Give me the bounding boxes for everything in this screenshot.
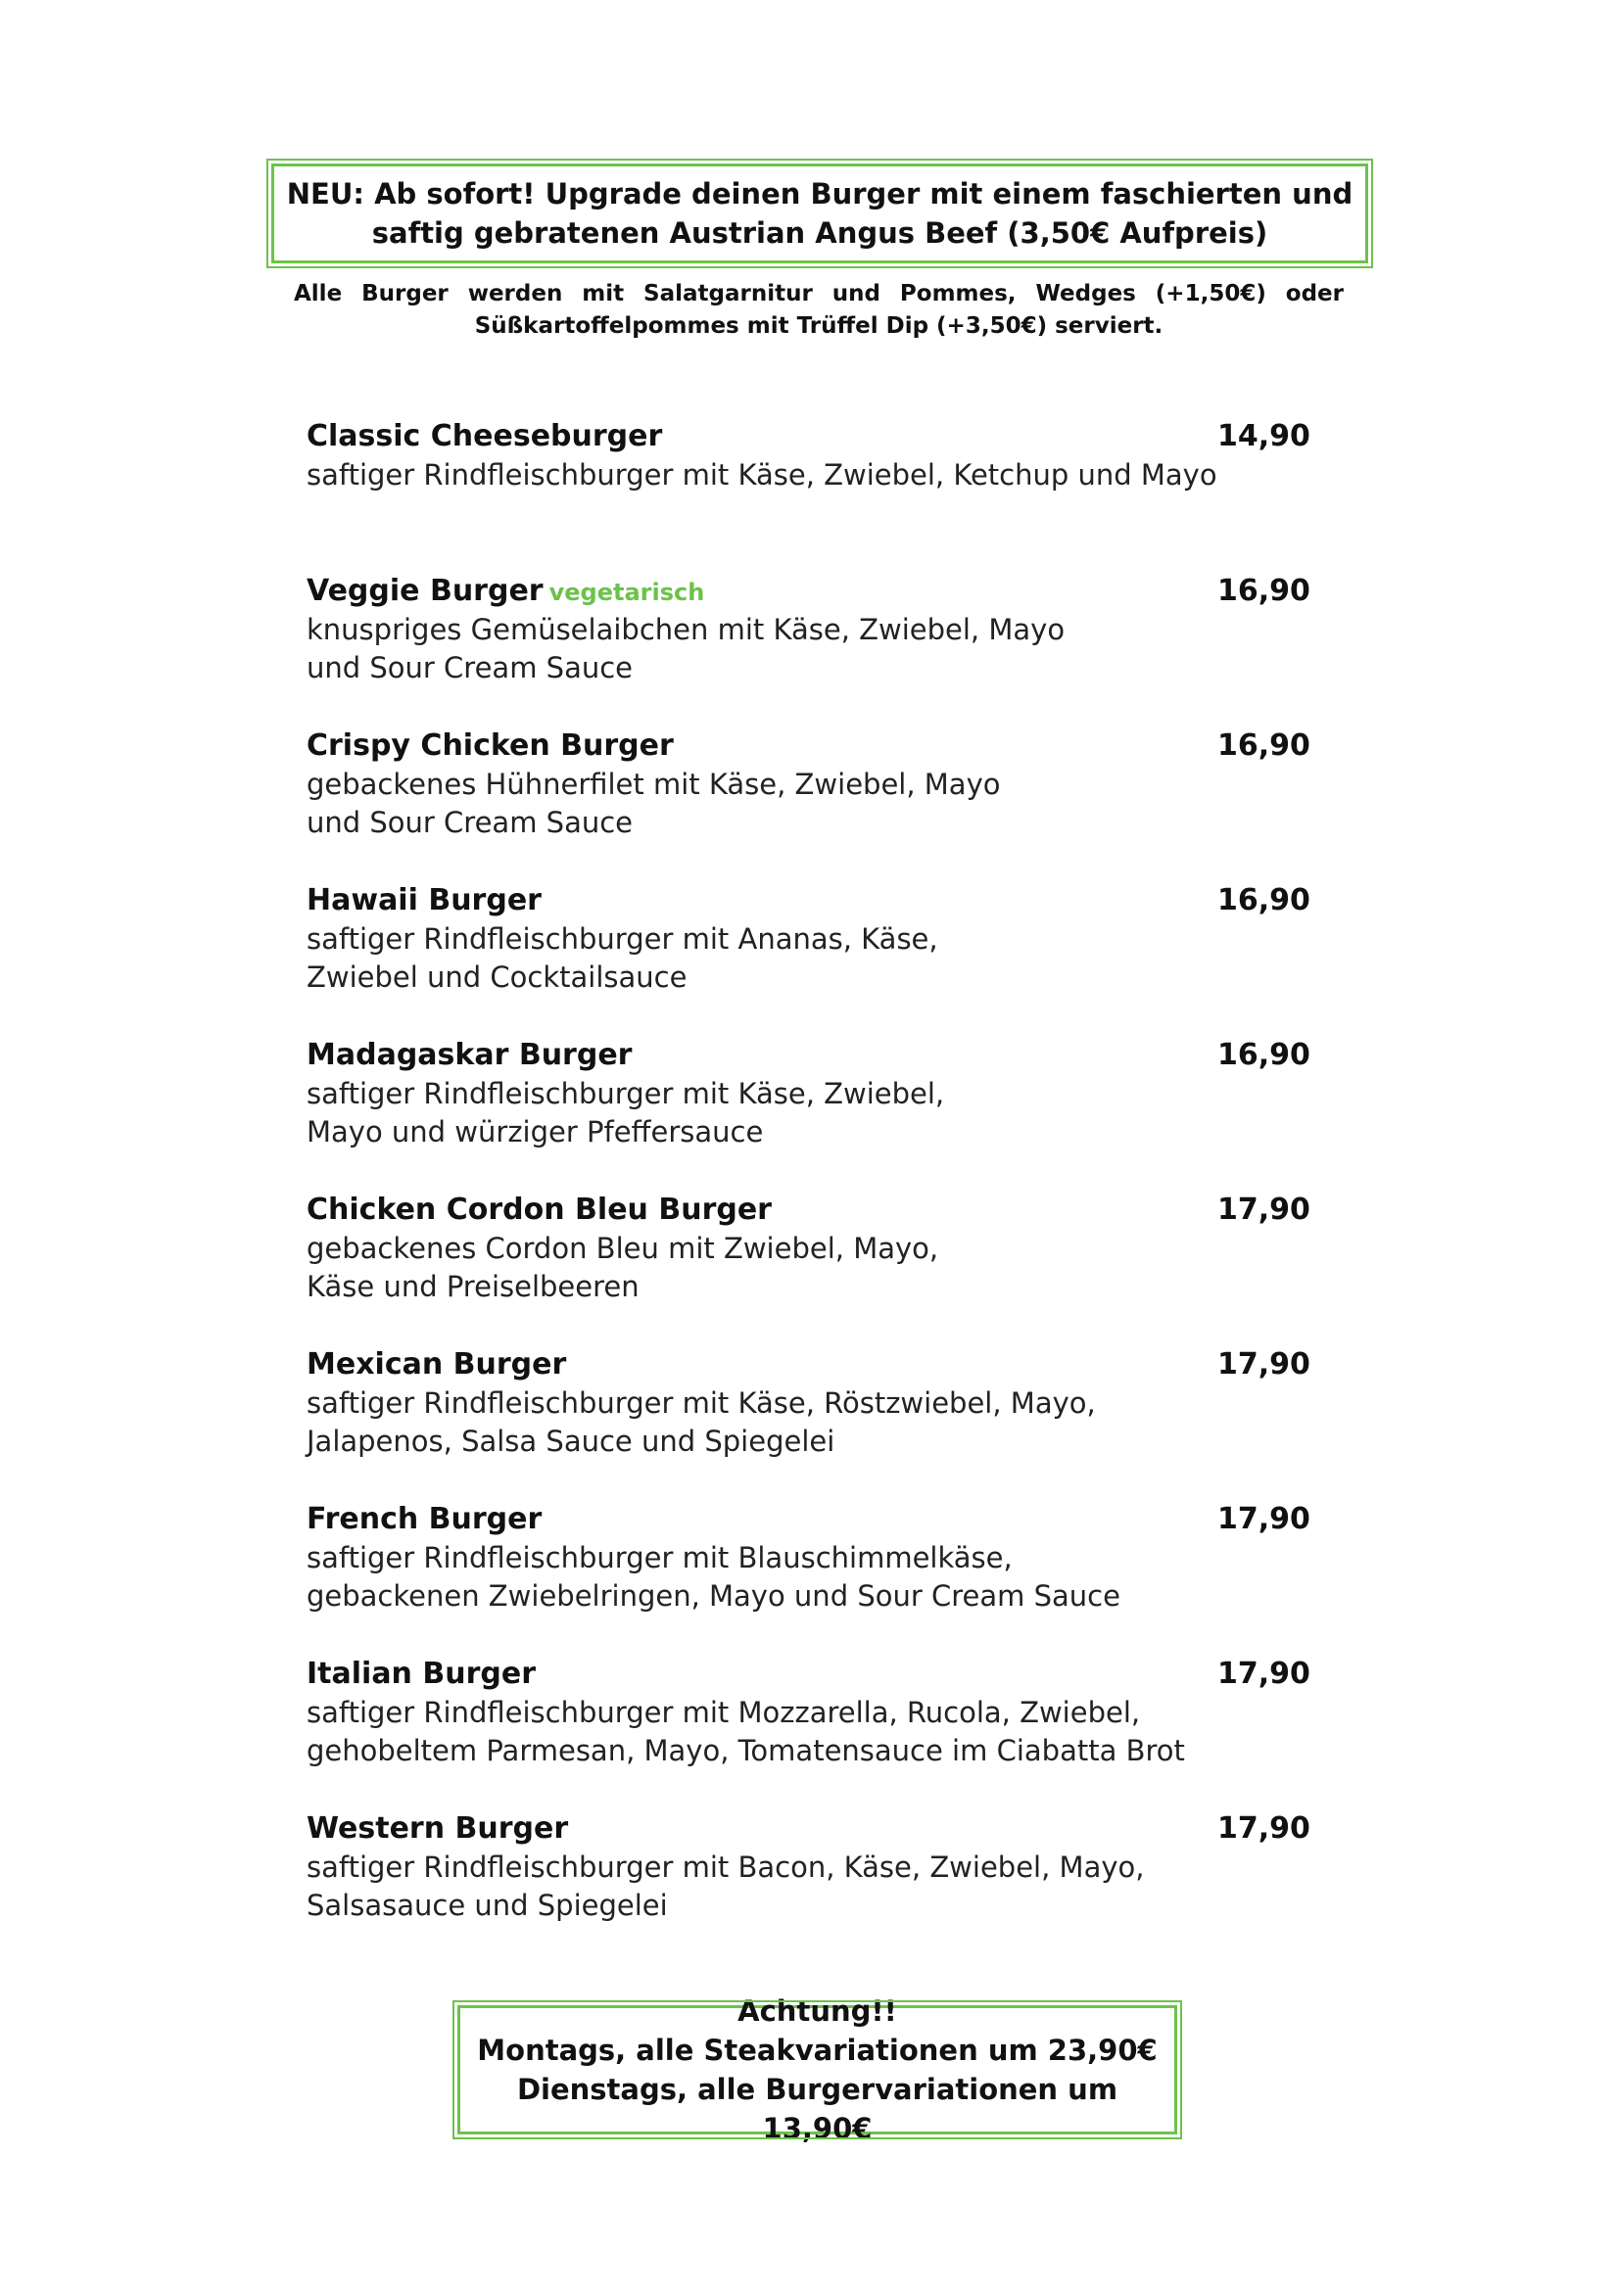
item-price: 17,90 [1217,1347,1310,1382]
menu-item [307,881,1335,1036]
item-name: Madagaskar Burger [307,1038,633,1072]
item-description-line-1: saftiger Rindfleischburger mit Käse, Röstzwiebel, Mayo, [307,1386,1096,1420]
item-name: French Burger [307,1502,543,1536]
item-description-line-1: gebackenes Cordon Bleu mit Zwiebel, Mayo, [307,1232,939,1265]
menu-item [307,572,1335,726]
item-name-wrap [307,726,674,766]
item-description-line-2: und Sour Cream Sauce [307,806,634,839]
item-description-line-1: gebackenes Hühnerfilet mit Käse, Zwiebel, Mayo [307,768,1001,801]
item-description-line-2: Salsasauce und Spiegelei [307,1889,668,1922]
item-name-wrap [307,1191,772,1230]
item-name-wrap [307,1500,542,1539]
item-description-line-1: knuspriges Gemüselaibchen mit Käse, Zwiebel, Mayo [307,613,1066,646]
item-description-line-2: Zwiebel und Cocktailsauce [307,961,688,994]
item-name-wrap [307,1345,566,1384]
item-description-line-2: gebackenen Zwiebelringen, Mayo und Sour Cream Sauce [307,1579,1120,1613]
side-dish-info-line-1: Alle Burger werden mit Salatgarnitur und Pommes, Wedges (+1,50€) oder [294,281,1344,306]
item-description-line-1: saftiger Rindfleischburger mit Käse, Zwiebel, [307,1077,945,1110]
item-name: Western Burger [307,1811,569,1846]
item-name-wrap [307,1809,568,1849]
item-name: Chicken Cordon Bleu Burger [307,1193,772,1227]
item-name: Mexican Burger [307,1347,567,1382]
item-price: 14,90 [1217,419,1310,453]
menu-item [307,1655,1335,1809]
item-description-line-2: Käse und Preiselbeeren [307,1270,640,1303]
angus-upgrade-notice [271,164,1368,263]
menu-item [307,1191,1335,1345]
item-price: 16,90 [1217,1038,1310,1072]
item-description-line-2: Jalapenos, Salsa Sauce und Spiegelei [307,1425,835,1458]
item-description-line-2: und Sour Cream Sauce [307,651,634,684]
menu-item [307,1809,1335,1964]
item-name-wrap [307,1036,632,1075]
specials-heading: Achtung!! [737,1994,897,2028]
item-name: Hawaii Burger [307,883,542,917]
item-name-wrap [307,572,704,612]
item-description-line-1: saftiger Rindfleischburger mit Käse, Zwiebel, Ketchup und Mayo [307,458,1217,492]
item-name: Italian Burger [307,1657,536,1691]
item-name-wrap [307,417,662,456]
item-name-wrap [307,881,542,920]
menu-item [307,1500,1335,1655]
item-description-line-1: saftiger Rindfleischburger mit Ananas, Käse, [307,922,938,956]
weekday-specials-notice [457,1994,1177,2145]
tuesday-special: Dienstags, alle Burgervariationen um 13,90€ [516,2073,1118,2145]
item-name-wrap [307,1655,536,1694]
item-name: Crispy Chicken Burger [307,728,674,763]
menu-item [307,1345,1335,1500]
monday-special: Montags, alle Steakvariationen um 23,90€ [477,2034,1158,2067]
menu-item [307,726,1335,881]
item-description-line-1: saftiger Rindfleischburger mit Bacon, Käse, Zwiebel, Mayo, [307,1851,1145,1884]
item-name: Classic Cheeseburger [307,419,663,453]
notice-line-1: NEU: Ab sofort! Upgrade deinen Burger mit einem faschierten und [286,177,1353,211]
notice-line-2: saftig gebratenen Austrian Angus Beef (3,50€ Aufpreis) [371,216,1268,250]
item-price: 17,90 [1217,1657,1310,1691]
menu-item [307,1036,1335,1191]
item-description-line-1: saftiger Rindfleischburger mit Blauschimmelkäse, [307,1541,1013,1574]
item-price: 17,90 [1217,1502,1310,1536]
burger-menu-list [307,417,1335,1964]
side-dish-info [294,278,1344,343]
item-price: 16,90 [1217,574,1310,608]
item-description-line-2: Mayo und würziger Pfeffersauce [307,1115,764,1148]
menu-item [307,417,1335,572]
item-name: Veggie Burger [307,574,544,608]
vegetarian-tag: vegetarisch [548,579,705,606]
item-description-line-2: gehobeltem Parmesan, Mayo, Tomatensauce im Ciabatta Brot [307,1734,1185,1767]
item-price: 16,90 [1217,883,1310,917]
item-price: 17,90 [1217,1811,1310,1846]
item-price: 16,90 [1217,728,1310,763]
item-price: 17,90 [1217,1193,1310,1227]
side-dish-info-line-2: Süßkartoffelpommes mit Trüffel Dip (+3,50€) serviert. [474,313,1163,339]
item-description-line-1: saftiger Rindfleischburger mit Mozzarella, Rucola, Zwiebel, [307,1696,1141,1729]
